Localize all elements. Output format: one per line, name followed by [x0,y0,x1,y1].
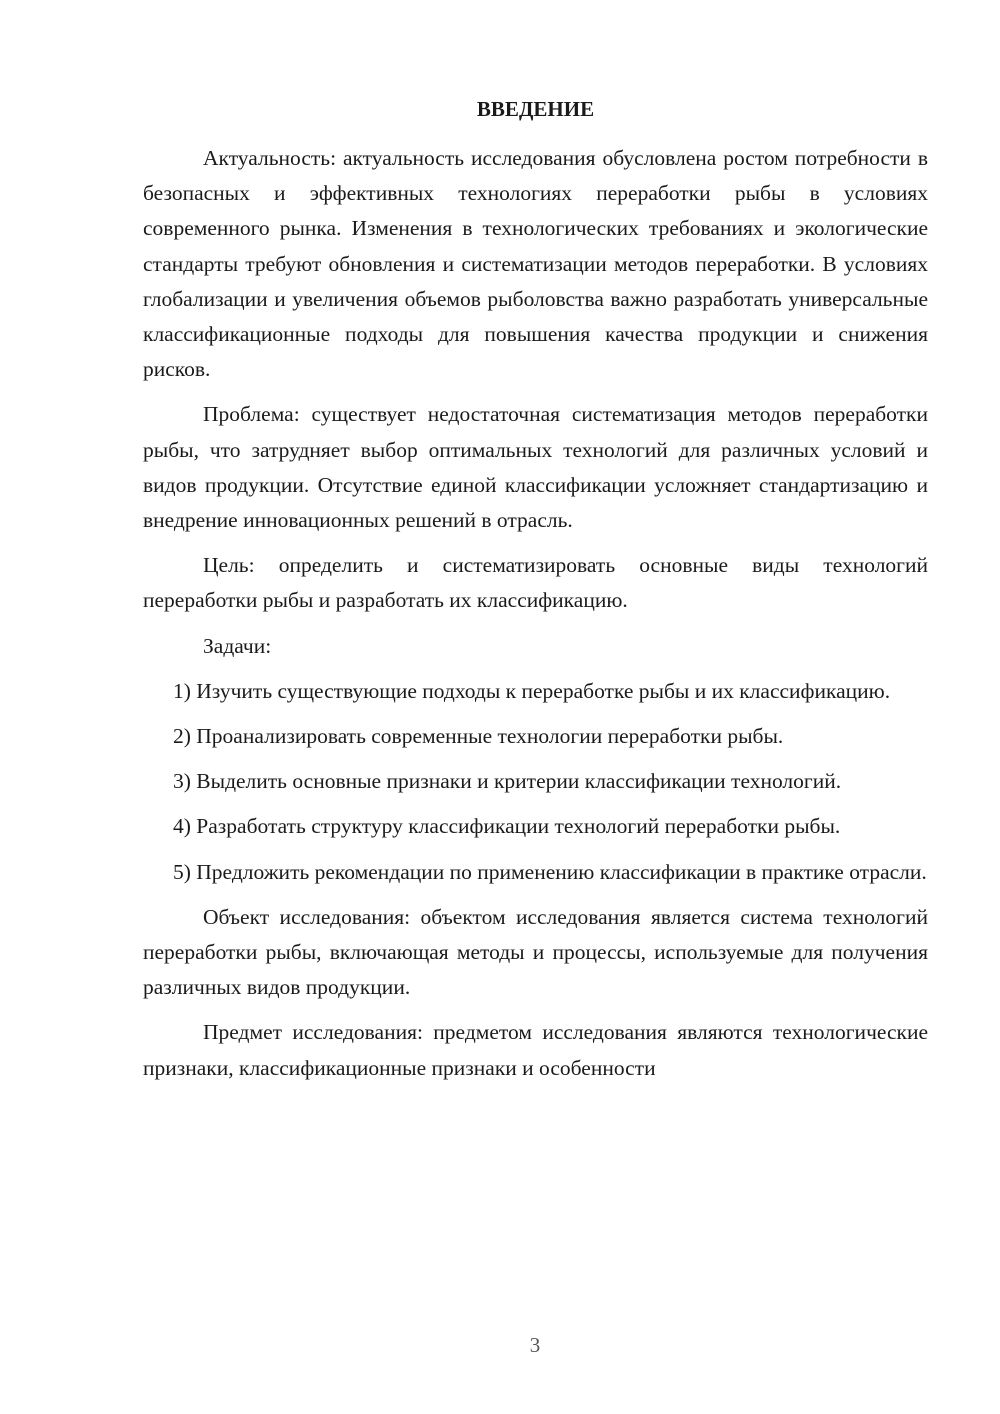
task-item-4: 4) Разработать структуру классификации технологий переработки рыбы. [173,814,841,839]
paragraph-object: Объект исследования: объектом исследования является система технологий переработки рыбы, включающая методы и процессы, используемые для получения различных видов продукции. [143,904,928,1000]
page-number: 3 [529,1333,541,1357]
document-page [143,92,928,1096]
task-item-2: 2) Проанализировать современные технологии переработки рыбы. [173,724,784,749]
paragraph-subject: Предмет исследования: предметом исследования являются технологические признаки, классификационные признаки и особенности [143,1020,928,1080]
paragraph-tasks-heading: Задачи: [203,633,272,658]
document-title: ВВЕДЕНИЕ [476,97,595,121]
task-item-5: 5) Предложить рекомендации по применению классификации в практике отрасли. [173,859,927,884]
paragraph-relevance: Актуальность: актуальность исследования обусловлена ростом потребности в безопасных и эффективных технологиях переработки рыбы в условиях современного рынка. Изменения в технологических требованиях и экологические стандарты требуют обновления и систематизации методов переработки. В условиях глобализации и увеличения объемов рыболовства важно разработать универсальные классификационные подходы для повышения качества продукции и снижения рисков. [143,146,928,382]
paragraph-problem: Проблема: существует недостаточная систематизация методов переработки рыбы, что затрудняет выбор оптимальных технологий для различных условий и видов продукции. Отсутствие единой классификации усложняет стандартизацию и внедрение инновационных решений в отрасль. [143,402,928,533]
paragraph-goal: Цель: определить и систематизировать основные виды технологий переработки рыбы и разработать их классификацию. [143,553,928,613]
task-item-3: 3) Выделить основные признаки и критерии классификации технологий. [173,769,842,794]
task-item-1: 1) Изучить существующие подходы к переработке рыбы и их классификацию. [173,678,891,703]
